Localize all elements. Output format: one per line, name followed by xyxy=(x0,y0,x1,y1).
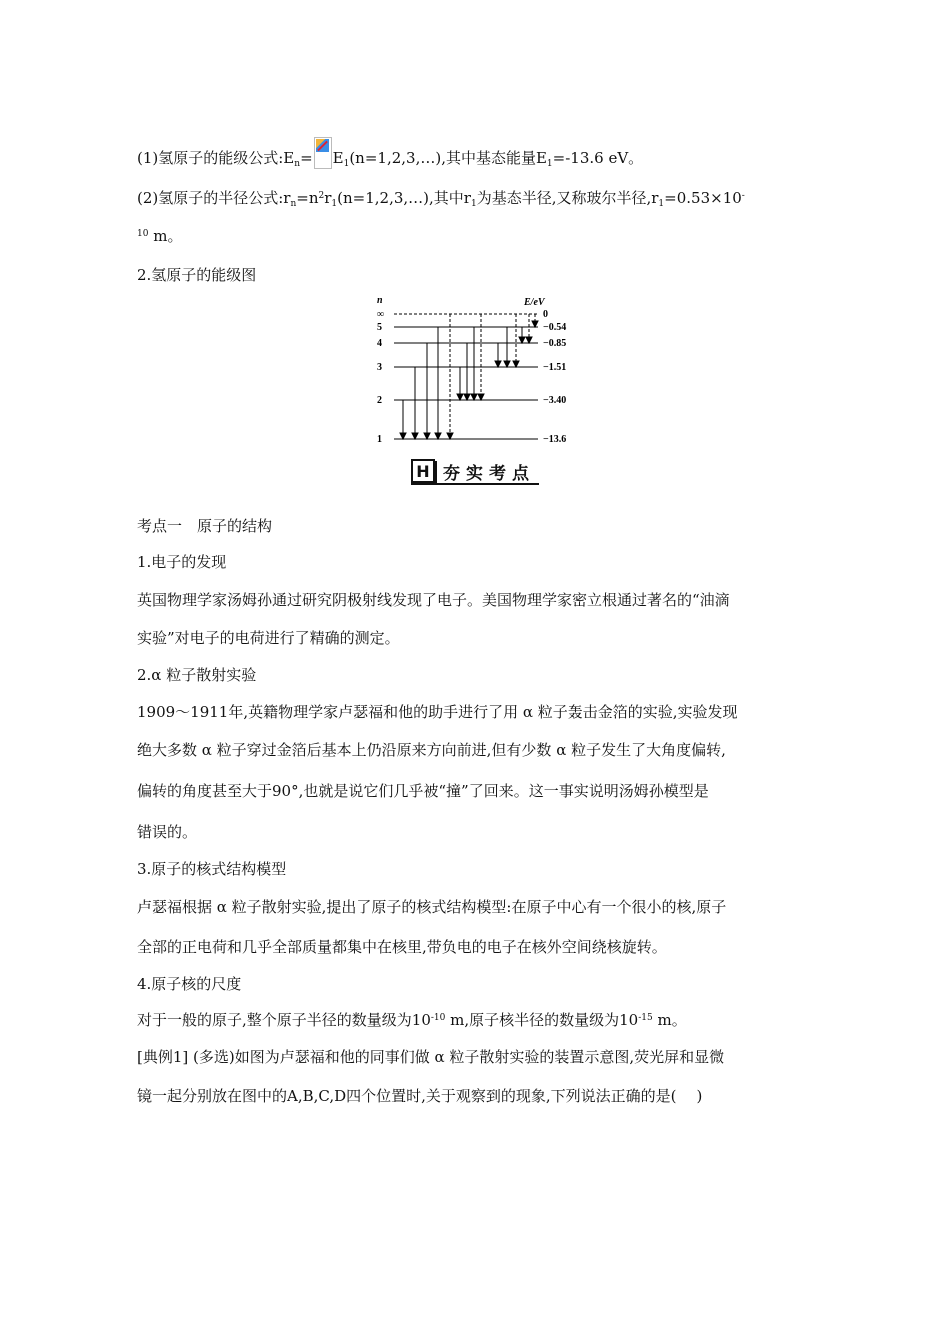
superscript: 2 xyxy=(318,191,325,201)
subscript: n xyxy=(294,159,301,169)
level-n-2: 2 xyxy=(377,395,382,406)
subscript: n xyxy=(290,199,297,209)
subscript: 1 xyxy=(343,159,350,169)
paragraph-text: 对于一般的原子,整个原子半径的数量级为10 xyxy=(137,1011,431,1029)
superscript: -10 xyxy=(430,1013,446,1023)
heading-energy-diagram: 2.氢原子的能级图 xyxy=(137,266,257,284)
answer-bracket-close: ) xyxy=(696,1087,703,1105)
level-e-inf: 0 xyxy=(543,309,548,320)
formula-text: (1)氢原子的能级公式:E xyxy=(137,149,295,167)
subscript: 1 xyxy=(658,199,665,209)
example-line xyxy=(137,1089,702,1104)
broken-image-icon xyxy=(314,137,332,169)
subscript: 1 xyxy=(470,199,477,209)
item4-title: 4.原子核的尺度 xyxy=(137,975,242,993)
formula-text: E xyxy=(332,149,344,167)
item3-paragraph-line: 全部的正电荷和几乎全部质量都集中在核里,带负电的电子在核外空间绕核旋转。 xyxy=(137,938,667,956)
item3-paragraph-line: 卢瑟福根据 α 粒子散射实验,提出了原子的核式结构模型:在原子中心有一个很小的核,原子 xyxy=(137,898,727,916)
formula-text: =n xyxy=(296,189,319,207)
level-n-5: 5 xyxy=(377,322,382,333)
example-line: [典例1] (多选)如图为卢瑟福和他的同事们做 α 粒子散射实验的装置示意图,荧光屏和显微 xyxy=(137,1048,725,1066)
lyman-transitions xyxy=(400,314,453,439)
formula-text: = xyxy=(300,149,313,167)
item1-paragraph-line: 实验”对电子的电荷进行了精确的测定。 xyxy=(137,629,400,647)
point-title: 考点一 原子的结构 xyxy=(137,517,273,535)
radius-formula-line xyxy=(137,189,745,209)
level-e-4: −0.85 xyxy=(543,338,567,349)
formula-text: 为基态半径,又称玻尔半径,r xyxy=(476,189,659,207)
formula-text: m。 xyxy=(148,227,183,245)
level-n-1: 1 xyxy=(377,434,382,445)
item1-paragraph-line: 英国物理学家汤姆孙通过研究阴极射线发现了电子。美国物理学家密立根通过著名的“油滴 xyxy=(137,591,730,609)
higher-transitions xyxy=(519,314,538,343)
formula-text: (n=1,2,3,…),其中r xyxy=(337,189,471,207)
superscript: -15 xyxy=(638,1013,653,1023)
level-e-2: −3.40 xyxy=(543,395,567,406)
item2-title: 2.α 粒子散射实验 xyxy=(137,666,257,684)
superscript: 10 xyxy=(137,229,149,239)
item4-paragraph-line xyxy=(137,1013,687,1028)
subscript: 1 xyxy=(546,159,553,169)
energy-level-diagram xyxy=(370,293,590,448)
badge-letter: H xyxy=(411,459,435,483)
badge-title: 夯实考点 xyxy=(443,463,535,484)
formula-text: =0.53×10 xyxy=(664,189,742,207)
paragraph-text: m。 xyxy=(652,1011,687,1029)
paragraph-text: m,原子核半径的数量级为10 xyxy=(445,1011,639,1029)
formula-text: (n=1,2,3,…),其中基态能量E xyxy=(349,149,547,167)
item2-paragraph-line: 偏转的角度甚至大于90°,也就是说它们几乎被“撞”了回来。这一事实说明汤姆孙模型是 xyxy=(137,782,709,800)
level-n-inf: ∞ xyxy=(377,309,385,320)
subscript: 1 xyxy=(331,199,338,209)
energy-formula-line xyxy=(137,137,643,169)
paschen-transitions xyxy=(495,314,519,367)
item2-paragraph-line: 错误的。 xyxy=(137,823,198,841)
level-e-1: −13.6 xyxy=(543,434,567,445)
diagram-e-label: E/eV xyxy=(524,297,545,308)
radius-formula-continuation xyxy=(137,229,182,244)
item3-title: 3.原子的核式结构模型 xyxy=(137,860,287,878)
level-n-3: 3 xyxy=(377,362,382,373)
diagram-n-label: n xyxy=(377,295,383,306)
section-badge xyxy=(411,459,539,485)
example-text: 镜一起分别放在图中的A,B,C,D四个位置时,关于观察到的现象,下列说法正确的是( xyxy=(137,1087,677,1105)
superscript: - xyxy=(741,191,745,201)
item2-paragraph-line: 绝大多数 α 粒子穿过金箔后基本上仍沿原来方向前进,但有少数 α 粒子发生了大角度偏转, xyxy=(137,741,726,759)
formula-text: (2)氢原子的半径公式:r xyxy=(137,189,291,207)
formula-text: r xyxy=(324,189,332,207)
level-e-3: −1.51 xyxy=(543,362,567,373)
item2-paragraph-line: 1909～1911年,英籍物理学家卢瑟福和他的助手进行了用 α 粒子轰击金箔的实验,实验发现 xyxy=(137,703,738,721)
item1-title: 1.电子的发现 xyxy=(137,553,227,571)
formula-text: =-13.6 eV。 xyxy=(552,149,644,167)
level-n-4: 4 xyxy=(377,338,382,349)
level-e-5: −0.54 xyxy=(543,322,567,333)
